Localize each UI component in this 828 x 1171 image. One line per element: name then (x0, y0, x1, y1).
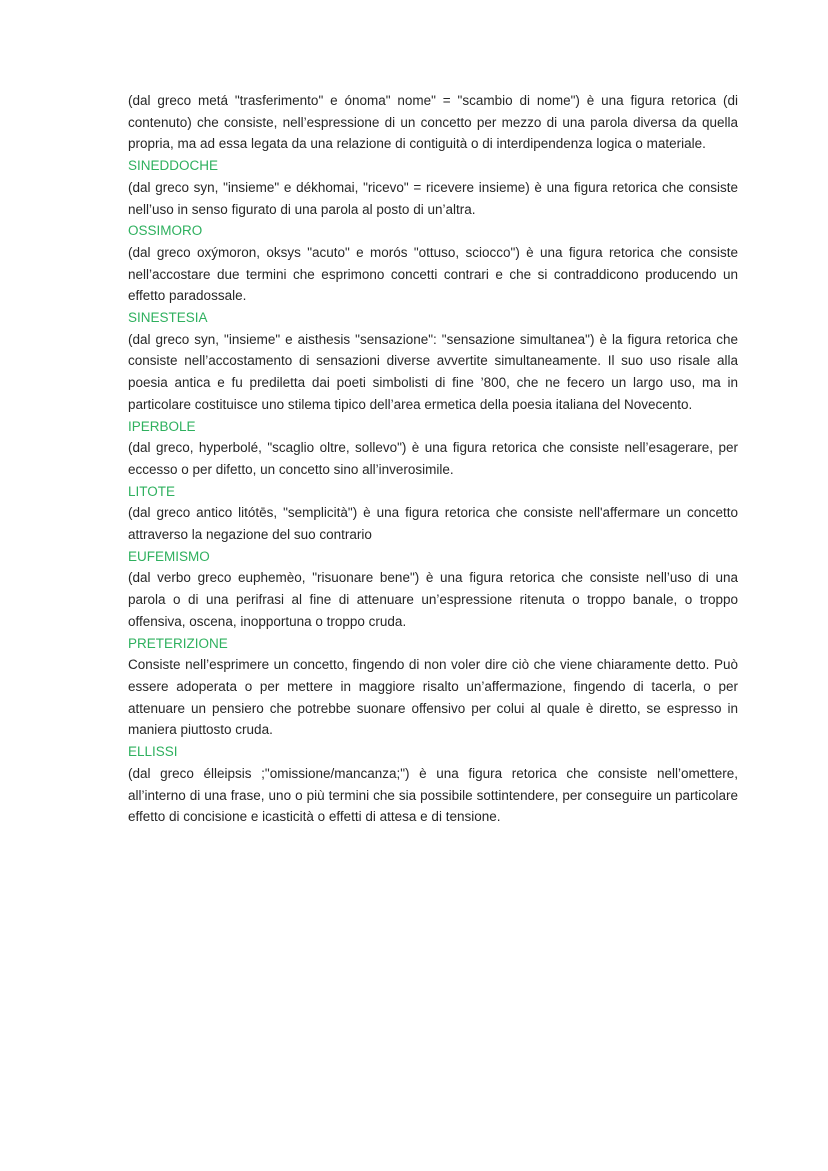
section-body-preterizione: Consiste nell’esprimere un concetto, fingendo di non voler dire ciò che viene chiaramente detto. Può essere adoperata o per mettere in maggiore risalto un’affermazione, fingendo di tacerla, o per attenuare un pensiero che potrebbe suonare offensivo per colui al quale è diretto, se espresso in maniera piuttosto cruda. (128, 657, 738, 738)
section-heading-litote: LITOTE (128, 483, 176, 499)
section-body-ellissi: (dal greco élleipsis ;"omissione/mancanza;") è una figura retorica che consiste nell’omettere, all’interno di una frase, uno o più termini che sia possibile sottintendere, per conseguire un particolare effetto di concisione e icasticità o effetti di attesa e di tensione. (128, 765, 738, 825)
section-body-litote: (dal greco antico litótēs, "semplicità") è una figura retorica che consiste nell'affermare un concetto attraverso la negazione del suo contrario (128, 505, 738, 543)
section-heading-sineddoche: SINEDDOCHE (128, 158, 219, 174)
section-body-sineddoche: (dal greco syn, "insieme" e dékhomai, "ricevo" = ricevere insieme) è una figura retorica che consiste nell’uso in senso figurato di una parola al posto di un’altra. (128, 179, 738, 217)
section-body-eufemismo: (dal verbo greco euphemèo, "risuonare bene") è una figura retorica che consiste nell’uso di una parola o di una perifrasi al fine di attenuare un’espressione ritenuta o troppo banale, o troppo offensiva, oscena, inopportuna o troppo cruda. (128, 570, 738, 629)
section-heading-sinestesia: SINESTESIA (128, 310, 208, 326)
section-body-ossimoro: (dal greco oxýmoron, oksys "acuto" e morós "ottuso, sciocco") è una figura retorica che consiste nell’accostare due termini che esprimono concetti contrari e che si contraddicono producendo un effetto paradossale. (128, 244, 738, 304)
section-heading-ossimoro: OSSIMORO (128, 223, 203, 239)
section-heading-iperbole: IPERBOLE (128, 418, 196, 434)
section-heading-preterizione: PRETERIZIONE (128, 635, 228, 651)
section-heading-eufemismo: EUFEMISMO (128, 548, 210, 564)
section-body-iperbole: (dal greco, hyperbolé, "scaglio oltre, sollevo") è una figura retorica che consiste nell’esagerare, per eccesso o per difetto, un concetto sino all’inverosimile. (128, 440, 738, 477)
paragraph-metonimia-continuation: (dal greco metá "trasferimento" e ónoma" nome" = "scambio di nome") è una figura retorica (di contenuto) che consiste, nell’espressione di un concetto per mezzo di una parola diversa da quella propria, ma ad essa legata da una relazione di contiguità o di interdipendenza logica o materiale. (128, 93, 738, 152)
document-text-block (128, 90, 738, 828)
section-heading-ellissi: ELLISSI (128, 744, 178, 760)
section-body-sinestesia: (dal greco syn, "insieme" e aisthesis "sensazione": "sensazione simultanea") è la figura retorica che consiste nell’accostamento di sensazioni diverse avvertite simultaneamente. Il suo uso risale alla poesia antica e fu prediletta dai poeti simbolisti di fine ’800, che ne fecero un largo uso, ma in particolare costituisce uno stilema tipico dell’area ermetica della poesia italiana del Novecento. (128, 331, 738, 412)
